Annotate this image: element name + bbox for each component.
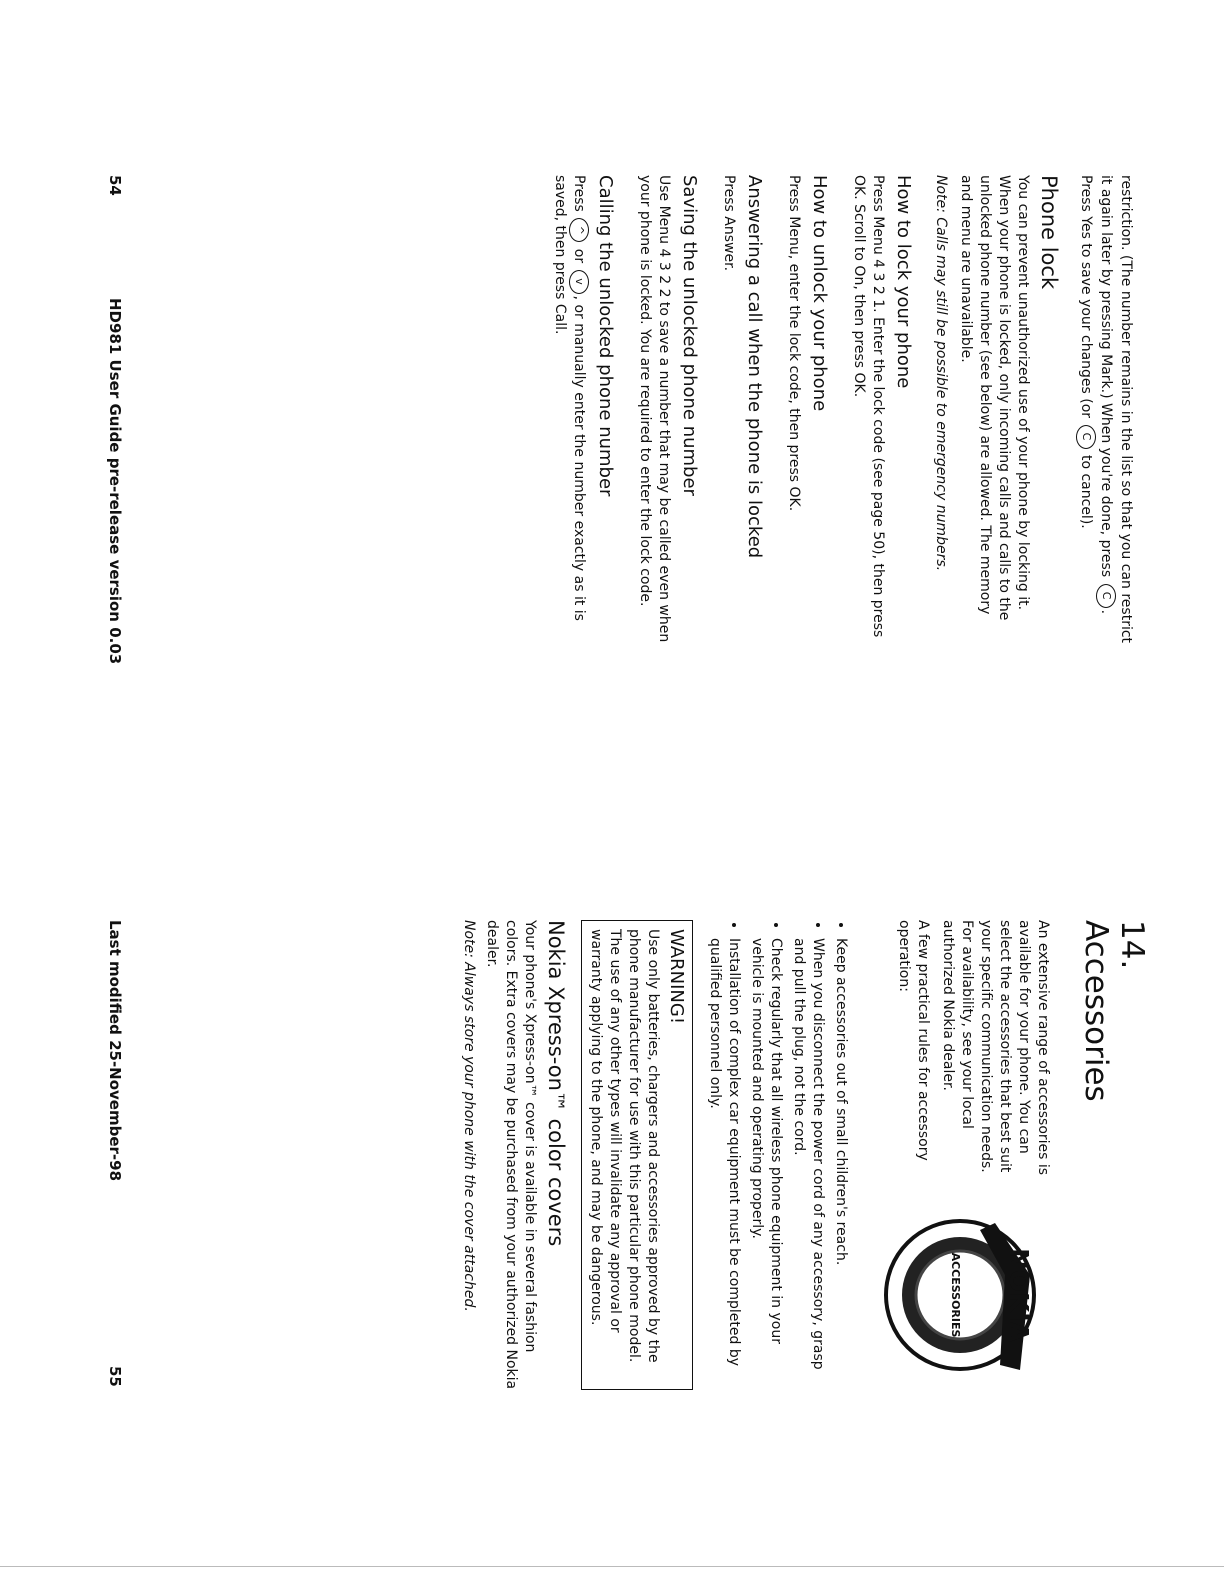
warning-heading: WARNING! — [666, 929, 687, 1025]
covers-heading: Nokia Xpress-on™ color covers — [544, 920, 568, 1247]
left-page-number: 54 — [106, 175, 124, 196]
warning-box — [581, 920, 693, 1390]
save-heading: Saving the unlocked phone number — [679, 175, 700, 496]
answer-heading: Answering a call when the phone is locked — [744, 175, 765, 559]
restriction-paragraph: restriction. (The number remains in the list so that you can restrict it again later by pressing Mark.) When you're done, press C. Press Yes to save your changes (or C to cancel). — [1078, 175, 1134, 644]
accessories-title: 14. Accessories — [1078, 920, 1150, 1102]
nokia-logo-icon — [880, 1215, 1040, 1375]
left-page-content — [550, 175, 1135, 645]
unlock-heading: How to unlock your phone — [809, 175, 830, 412]
nokia-accessories-logo — [880, 1215, 1040, 1375]
lock-heading: How to lock your phone — [893, 175, 914, 389]
list-item: • Check regularly that all wireless phone equipment in your vehicle is mounted and operating properly. — [747, 938, 785, 1390]
lock-body: Press Menu 4 3 2 1. Enter the lock code (see page 50), then press OK. Scroll to On, then press OK. — [851, 175, 886, 638]
scroll-down-key-icon: v — [569, 270, 589, 294]
scan-edge-line — [0, 1566, 1224, 1567]
clear-key-icon: C — [1096, 584, 1116, 608]
list-item: • Installation of complex car equipment must be completed by qualified personnel only. — [705, 938, 743, 1390]
clear-key-icon: C — [1076, 425, 1096, 449]
phone-lock-heading: Phone lock — [1037, 175, 1061, 290]
scroll-up-key-icon: ^ — [569, 218, 589, 242]
list-item: • When you disconnect the power cord of any accessory, grasp and pull the plug, not the cord. — [789, 938, 827, 1390]
accessories-rules — [459, 920, 850, 1390]
list-item: • Keep accessories out of small children's reach. — [831, 938, 850, 1390]
right-footer: Last modified 25-November-98 — [106, 920, 124, 1182]
warning-body: Use only batteries, chargers and accessories approved by the phone manufacturer for use with this particular phone model. The use of any other types will invalidate any approval or warranty applying to the phone, and may be dangerous. — [588, 929, 661, 1363]
phone-lock-body: You can prevent unauthorized use of your phone by locking it. When your phone is locked, only incoming calls and calls to the unlocked phone number (see below) are allowed. The memory and menu are unavailable. — [958, 175, 1031, 621]
covers-body: Your phone's Xpress-on™ cover is available in several fashion colors. Extra covers may be purchased from your authorized Nokia dealer. — [484, 920, 538, 1390]
left-footer: HD981 User Guide pre-release version 0.03 — [106, 298, 124, 665]
logo-nokia-text: NOKIA — [1003, 1248, 1033, 1342]
logo-accessories-text: ACCESSORIES — [949, 1252, 962, 1338]
covers-note: Note: Always store your phone with the cover attached. — [461, 920, 477, 1312]
phone-lock-note: Note: Calls may still be possible to emergency numbers. — [933, 175, 949, 572]
call-heading: Calling the unlocked phone number — [595, 175, 616, 497]
accessories-intro: An extensive range of accessories is available for your phone. You can select the accessories that best suit your specific communication needs. For availability, see your local authorized Nokia dealer. A few practical rules for accessory operation: — [894, 920, 1052, 1190]
right-page-title-wrap — [1078, 920, 1150, 1102]
right-page-number: 55 — [106, 1366, 124, 1387]
call-body: Press ^ or v, or manually enter the number exactly as it is saved, then press Call. — [552, 175, 587, 621]
answer-body: Press Answer. — [721, 175, 737, 272]
rules-intro: A few practical rules for accessory operation: — [896, 920, 931, 1161]
save-body: Use Menu 4 3 2 2 to save a number that may be called even when your phone is locked. You are required to enter the lock code. — [637, 175, 672, 643]
unlock-body: Press Menu, enter the lock code, then press OK. — [786, 175, 802, 512]
rules-list — [705, 920, 850, 1390]
